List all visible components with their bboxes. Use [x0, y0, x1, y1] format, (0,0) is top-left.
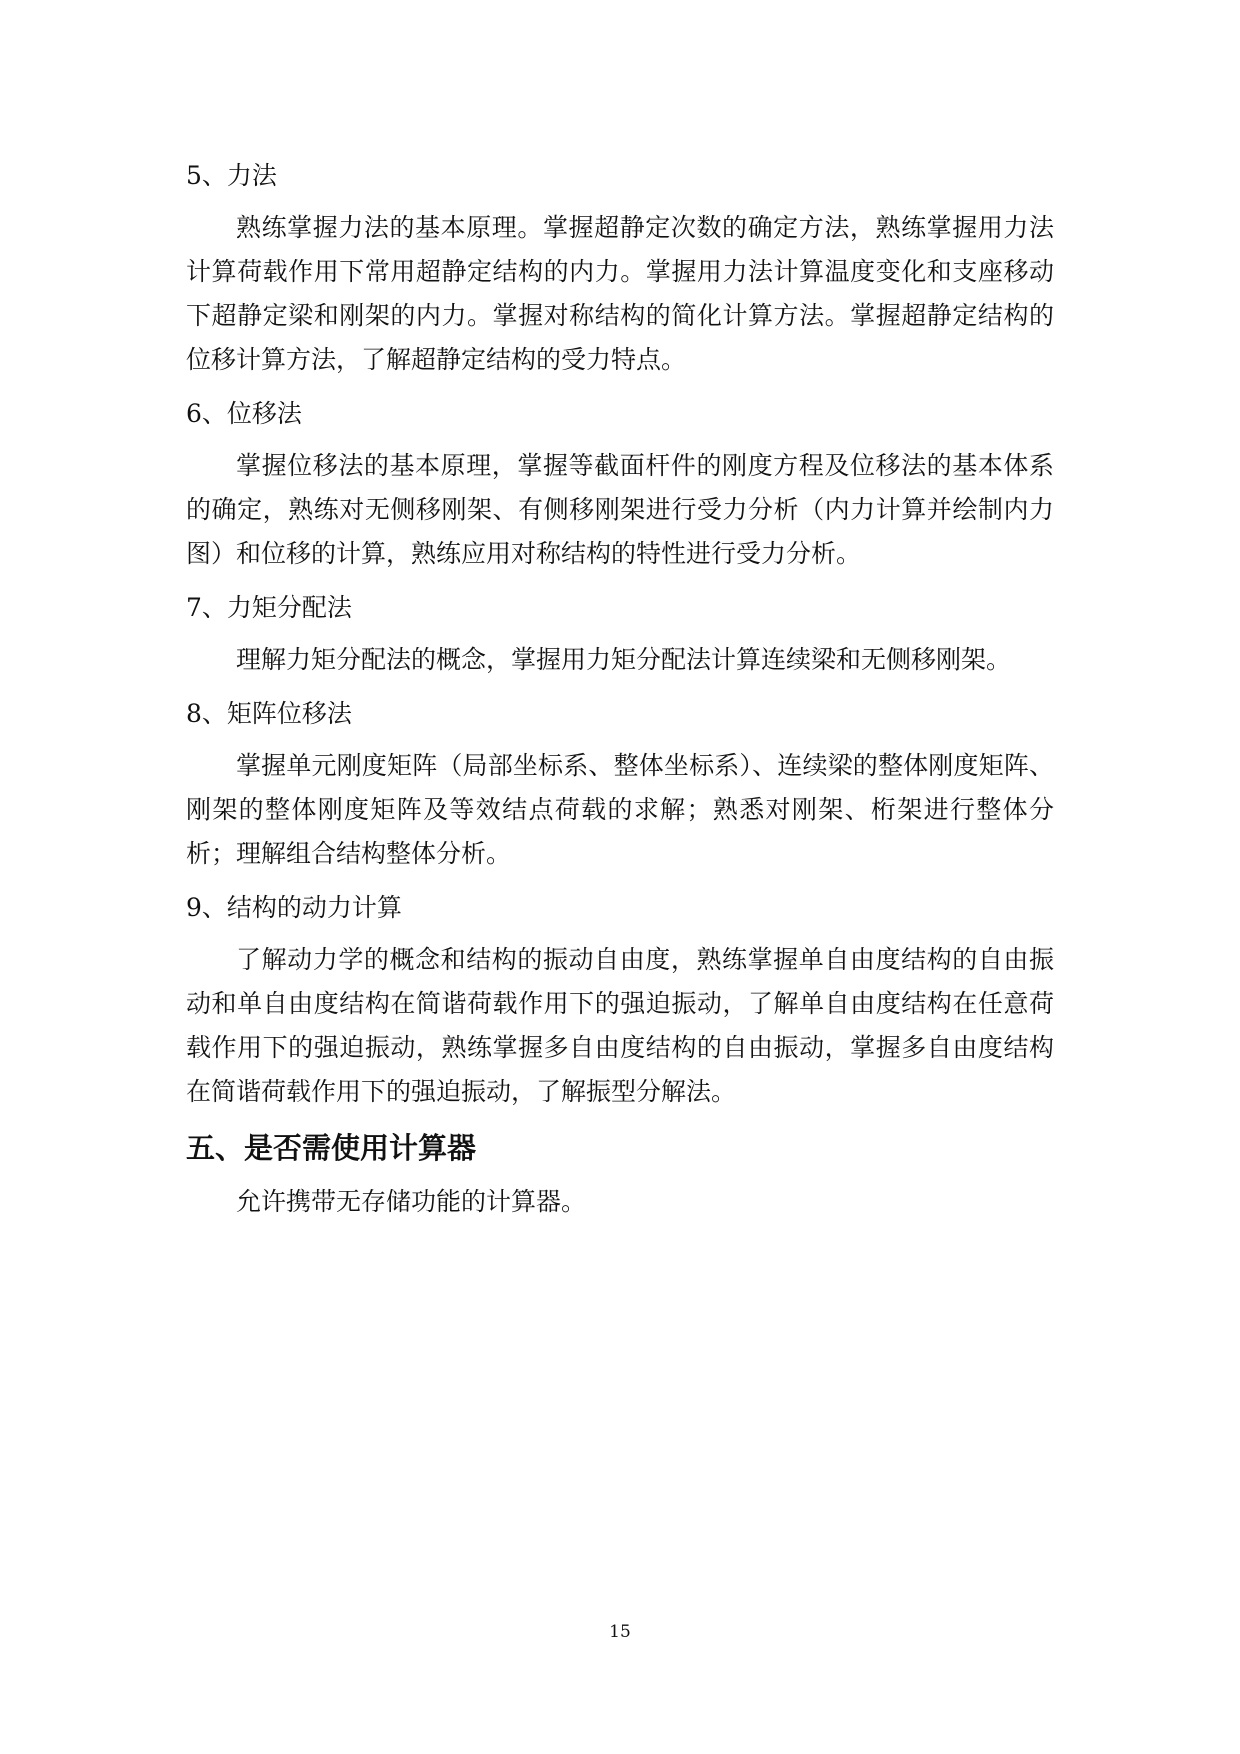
- page-content: [186, 154, 1054, 1234]
- paragraph-matrix-displacement: 掌握单元刚度矩阵（局部坐标系、整体坐标系）、连续梁的整体刚度矩阵、刚架的整体刚度矩阵及等效结点荷载的求解；熟悉对刚架、桁架进行整体分析；理解组合结构整体分析。: [186, 751, 1054, 868]
- subheading-moment-distribution: 7、力矩分配法: [186, 593, 352, 622]
- paragraph-structural-dynamics: 了解动力学的概念和结构的振动自由度，熟练掌握单自由度结构的自由振动和单自由度结构在简谐荷载作用下的强迫振动，了解单自由度结构在任意荷载作用下的强迫振动，熟练掌握多自由度结构的自由振动，掌握多自由度结构在简谐荷载作用下的强迫振动，了解振型分解法。: [186, 945, 1054, 1106]
- subheading-force-method: 5、力法: [186, 161, 277, 190]
- section-heading-calculator: 五、是否需使用计算器: [186, 1131, 477, 1165]
- subheading-displacement-method: 6、位移法: [186, 399, 302, 428]
- page-number: 15: [609, 1622, 631, 1642]
- subheading-structural-dynamics: 9、结构的动力计算: [186, 893, 402, 922]
- subheading-matrix-displacement: 8、矩阵位移法: [186, 699, 352, 728]
- paragraph-moment-distribution: 理解力矩分配法的概念，掌握用力矩分配法计算连续梁和无侧移刚架。: [236, 645, 1012, 674]
- paragraph-displacement-method: 掌握位移法的基本原理，掌握等截面杆件的刚度方程及位移法的基本体系的确定，熟练对无侧移刚架、有侧移刚架进行受力分析（内力计算并绘制内力图）和位移的计算，熟练应用对称结构的特性进行受力分析。: [186, 451, 1054, 568]
- paragraph-calculator: 允许携带无存储功能的计算器。: [236, 1187, 587, 1216]
- paragraph-force-method: 熟练掌握力法的基本原理。掌握超静定次数的确定方法，熟练掌握用力法计算荷载作用下常用超静定结构的内力。掌握用力法计算温度变化和支座移动下超静定梁和刚架的内力。掌握对称结构的简化计算方法。掌握超静定结构的位移计算方法，了解超静定结构的受力特点。: [186, 213, 1054, 374]
